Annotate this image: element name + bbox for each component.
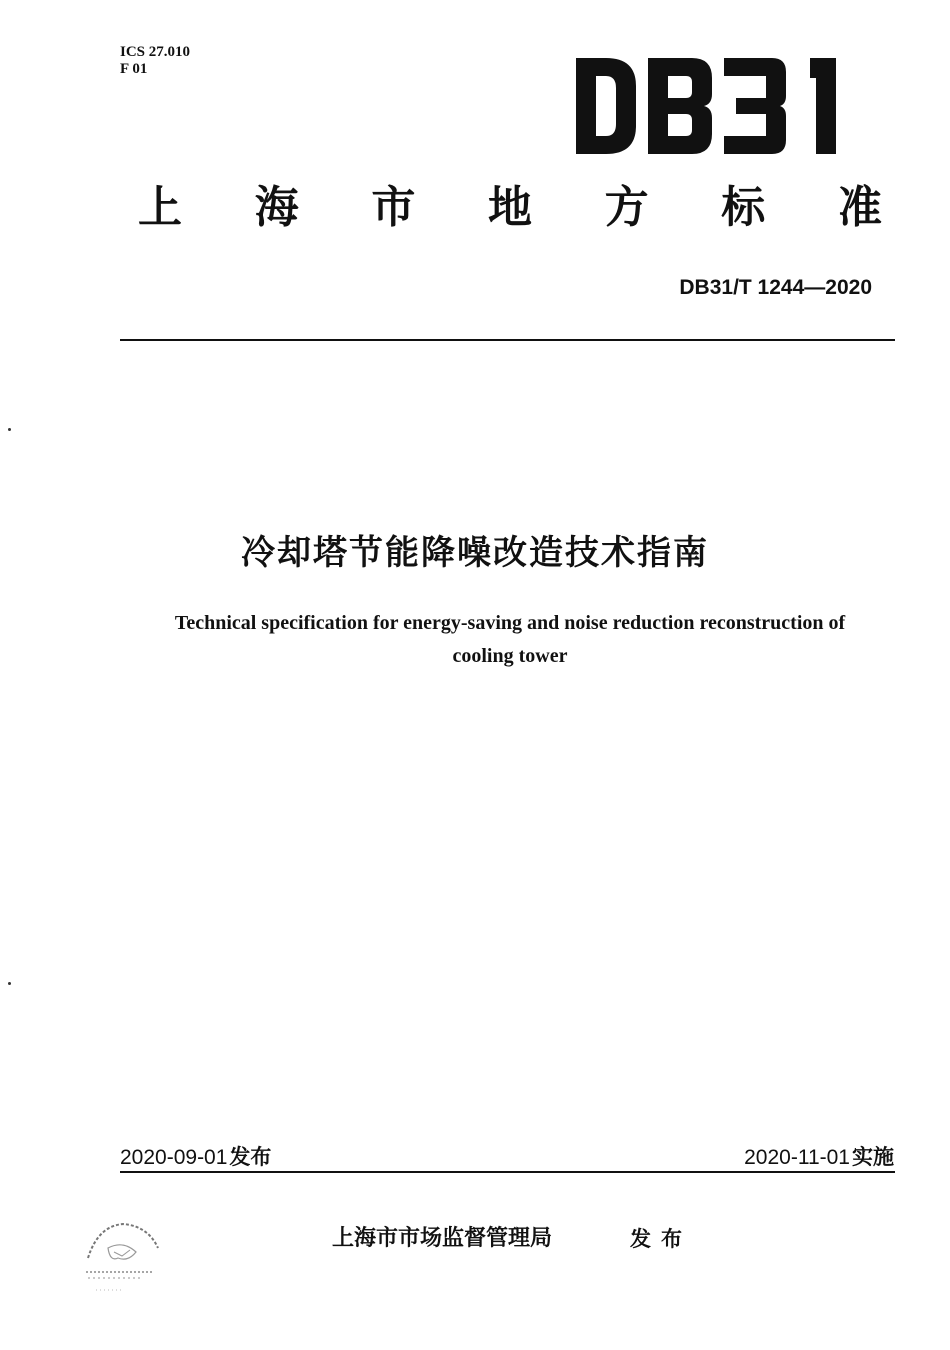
category-code: F 01 (120, 61, 148, 77)
scan-speck (8, 428, 11, 431)
std-name-char: 标 (721, 182, 766, 233)
seal-stamp-icon (78, 1218, 168, 1300)
std-name-char: 海 (254, 182, 299, 233)
std-name-char: 上 (138, 182, 182, 233)
classification-codes (120, 44, 190, 78)
ics-code: ICS 27.010 (120, 44, 191, 60)
issue-word: 发布 (630, 1227, 692, 1251)
bottom-divider (120, 1171, 895, 1173)
implement-date: 2020-11-01 (744, 1146, 850, 1169)
top-divider (120, 339, 895, 341)
title-en-line-2: cooling tower (452, 645, 568, 667)
title-en-line-1: Technical specification for energy-saving and noise reduction reconstruction of (174, 612, 846, 634)
std-name-char: 市 (371, 182, 416, 233)
issue-label: 发布 (229, 1145, 272, 1169)
document-title-en (120, 607, 900, 673)
std-name-char: 方 (604, 182, 649, 233)
standard-number: DB31/T 1244—2020 (679, 276, 872, 299)
issue-date: 2020-09-01 (120, 1146, 228, 1169)
std-name-char: 准 (837, 182, 882, 233)
std-name-char: 地 (487, 182, 532, 233)
issuing-authority: 上海市市场监督管理局 (332, 1226, 553, 1251)
db31-logo (574, 56, 840, 156)
document-title-cn: 冷却塔节能降噪改造技术指南 (241, 533, 709, 573)
implement-label: 实施 (852, 1145, 894, 1169)
scan-speck (8, 982, 11, 985)
issue-date-block (120, 1141, 271, 1171)
implement-date-block (744, 1141, 894, 1171)
standard-category-name (130, 182, 890, 234)
